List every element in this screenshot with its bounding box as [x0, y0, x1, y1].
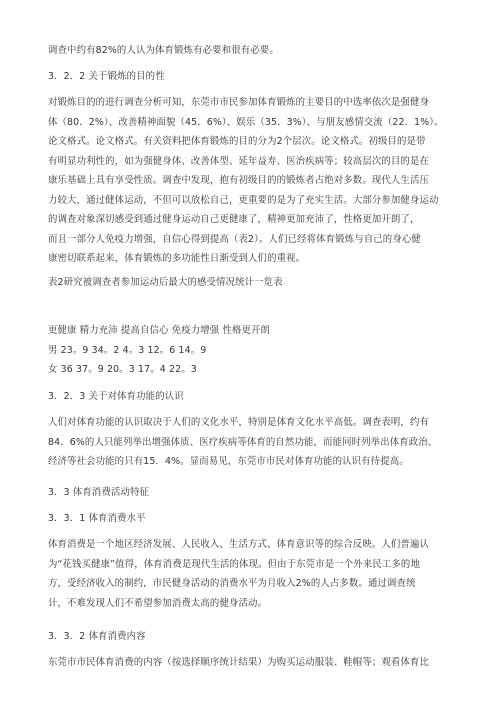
text-line: 体育消费是一个地区经济发展、人民收入、生活方式、体育意识等的综合反映。人们普遍认	[48, 539, 430, 550]
text-line: 经济等社会功能的只有15．4%。显而易见，东莞市市民对体育功能的认识有待提高。	[48, 456, 409, 467]
text-line: 为“花钱买健康”值得，体育消费是现代生活的体现。但由于东莞市是一个外来民工多的地	[48, 558, 420, 570]
paragraph-consumption-level	[48, 538, 458, 616]
table-header-row: 更健康 精力充沛 提高自信心 免疫力增强 性格更开朗	[48, 325, 271, 336]
paragraph-sport-function	[48, 416, 458, 475]
text-line: 有明显功利性的，如为强健身体、改善体型、延年益寿、医治疾病等；较高层次的目的是在	[48, 155, 430, 167]
text-line: 论文格式。论文格式。有关资料把体育锻炼的目的分为2个层次。论文格式。初级目的是带	[48, 136, 426, 147]
paragraph-consumption-content	[48, 656, 458, 676]
paragraph-survey-result	[48, 44, 458, 64]
table-row-female: 女 36 37。9 20。3 17。4 22。3	[48, 364, 197, 375]
heading-text: 3．2．2 关于锻炼的目的性	[48, 71, 165, 82]
text-line: 人们对体育功能的认识取决于人们的文化水平，特别是体育文化水平高低。调查表明，约有	[48, 417, 430, 428]
text-line: 而且一部分人免疫力增强，自信心得到提高（表2）。人们已经将体育锻炼与自己的身心健	[48, 233, 421, 245]
section-heading-3-3-2	[48, 630, 458, 650]
text-line: 调查中约有82%的人认为体育锻炼有必要和很有必要。	[48, 45, 279, 56]
text-line: 对锻炼目的的进行调查分析可知，东莞市市民参加体育锻炼的主要目的中选率依次是强健身	[48, 97, 430, 108]
section-heading-3-3	[48, 486, 458, 506]
text-line: 康密切联系起来，体育锻炼的多功能性日渐受到人们的重视。	[48, 253, 306, 264]
text-line: 体（80．2%）、改善精神面貌（45．6%）、娱乐（35．3%）、与朋友感情交流（22．1%）。	[48, 116, 444, 128]
heading-text: 3．3．2 体育消费内容	[48, 631, 146, 642]
table-2-text	[48, 324, 458, 383]
caption-text: 表2研究被调查者参加运动后最大的感受情况统计一览表	[48, 277, 283, 288]
heading-text: 3．2．3 关于对体育功能的认识	[48, 391, 184, 402]
text-line: 的调查对象深切感受到通过健身运动自己更健康了，精神更加充沛了，性格更加开朗了，	[48, 214, 420, 225]
heading-text: 3．3 体育消费活动特征	[48, 487, 150, 498]
text-line: 84．6%的人只能列举出增强体质、医疗疾病等体育的自然功能，而能同时列举出体育政治、	[48, 436, 438, 448]
text-line: 康乐基础上具有享受性质。调查中发现，抱有初级目的的锻炼者占绝对多数。现代人生活压	[48, 175, 430, 186]
table-row-male: 男 23。9 34。2 4。3 12。6 14。9	[48, 344, 207, 356]
section-heading-3-2-3	[48, 390, 458, 410]
section-heading-3-2-2	[48, 70, 458, 90]
text-line: 东莞市市民体育消费的内容（按选择顺序统计结果）为购买运动服装、鞋帽等；观看体育比	[48, 657, 430, 668]
text-line: 力较大，通过健体运动，不但可以放松自己，更重要的是为了充实生活。大部分参加健身运动	[48, 194, 439, 206]
text-line: 方，受经济收入的制约，市民健身活动的消费水平为月收入2%的人占多数。通过调查统	[48, 578, 416, 589]
text-line: 计，不难发现人们不希望参加消费太高的健身活动。	[48, 597, 268, 609]
heading-text: 3．3．1 体育消费水平	[48, 513, 146, 524]
section-heading-3-3-1	[48, 512, 458, 532]
paragraph-exercise-purpose	[48, 96, 458, 272]
table-caption	[48, 276, 458, 296]
